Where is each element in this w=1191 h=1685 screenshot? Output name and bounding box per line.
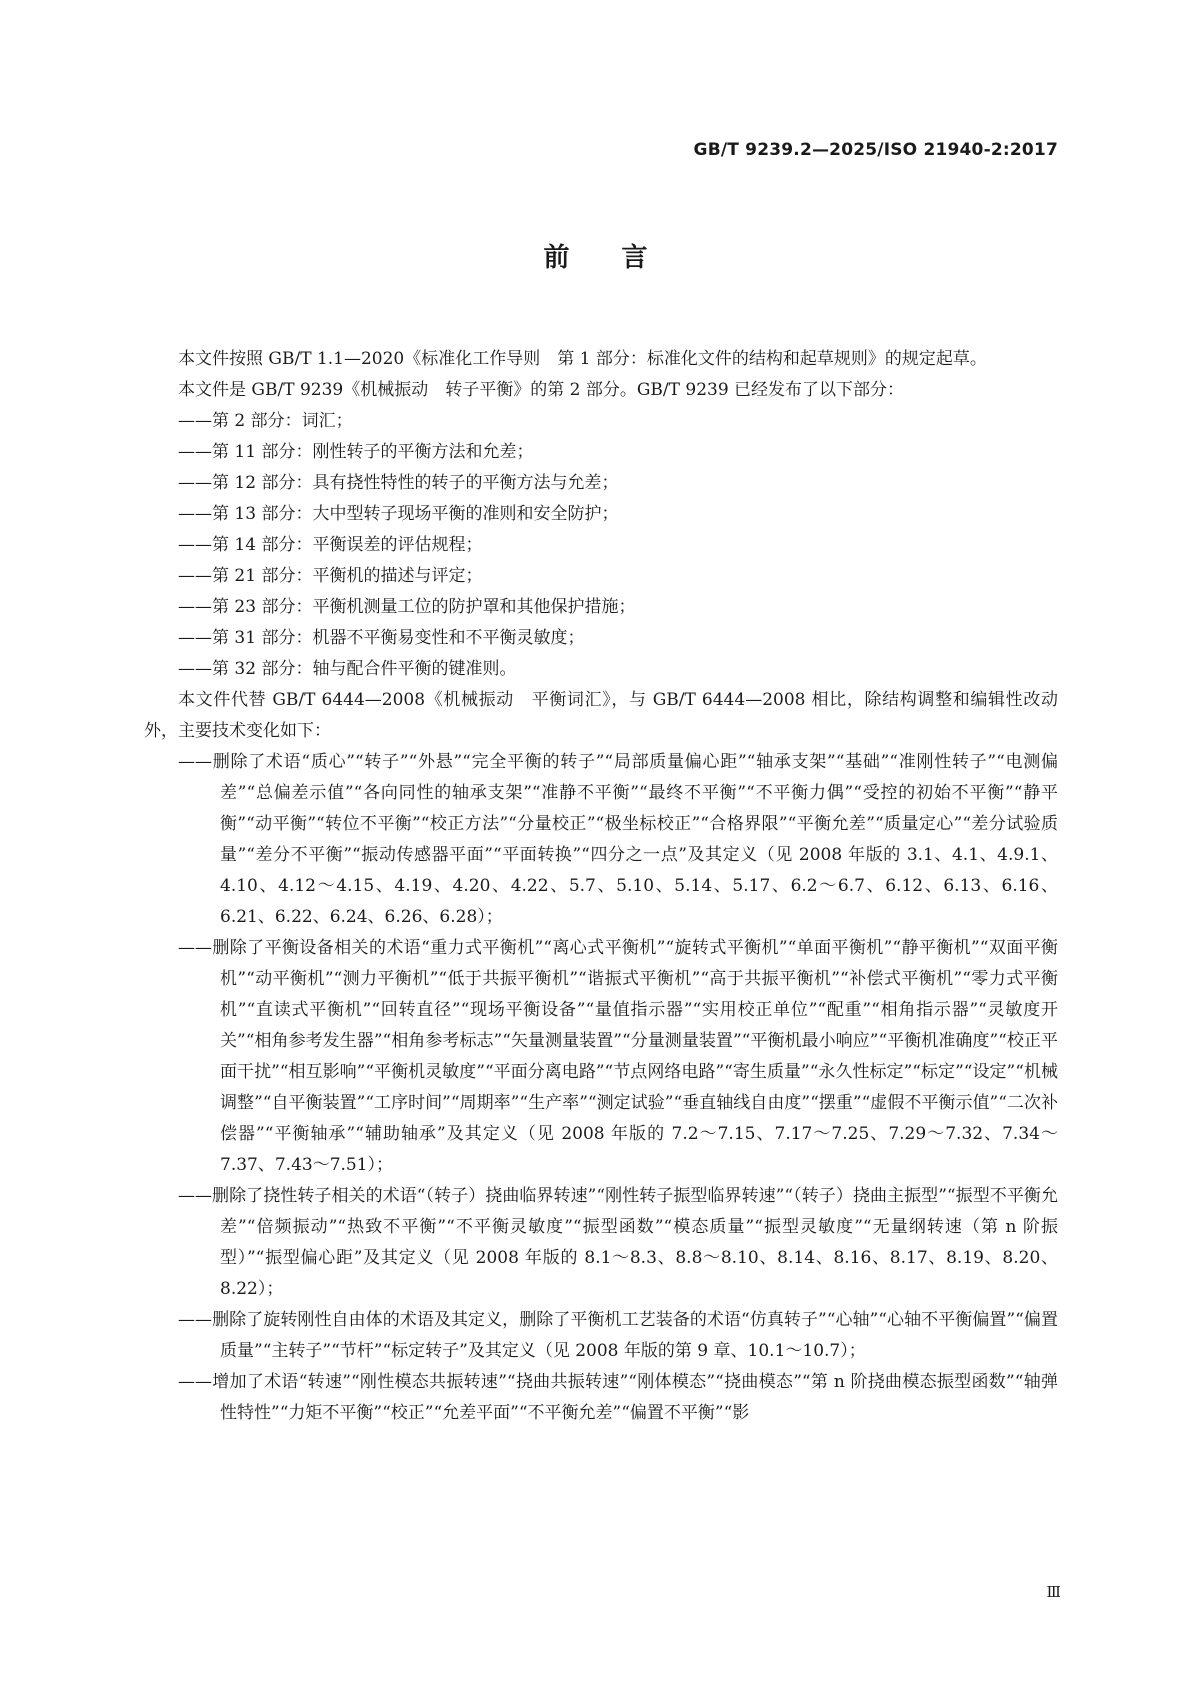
page-title: 前言: [543, 243, 700, 273]
list-item: ——第 21 部分：平衡机的描述与评定；: [178, 566, 483, 586]
list-item: ——第 13 部分：大中型转子现场平衡的准则和安全防护；: [178, 504, 619, 524]
list-item: ——第 11 部分：刚性转子的平衡方法和允差；: [178, 442, 534, 462]
list-item: ——第 12 部分：具有挠性特性的转子的平衡方法与允差；: [178, 473, 619, 493]
list-item: ——增加了术语“转速”“刚性模态共振转速”“挠曲共振转速”“刚体模态”“挠曲模态”“第 n 阶挠曲模态振型函数”“轴弹性特性”“力矩不平衡”“校正”“允差平面”“不平衡允差”“偏置不平衡”“影: [178, 1372, 1058, 1423]
list-item: ——第 31 部分：机器不平衡易变性和不平衡灵敏度；: [178, 628, 585, 648]
list-item: ——删除了旋转刚性自由体的术语及其定义，删除了平衡机工艺装备的术语“仿真转子”“心轴”“心轴不平衡偏置”“偏置质量”“主转子”“节杆”“标定转子”及其定义（见 2008 年版的第 9 章、10.1～10.7）；: [178, 1310, 1058, 1361]
technical-changes-list: [144, 747, 1058, 1429]
list-item: ——第 32 部分：轴与配合件平衡的键准则。: [178, 659, 517, 679]
page-number: Ⅲ: [1046, 1583, 1061, 1601]
parts-list: [144, 406, 1058, 685]
paragraph-series-parts: 本文件是 GB/T 9239《机械振动 转子平衡》的第 2 部分。GB/T 9239 已经发布了以下部分：: [178, 380, 905, 400]
list-item: ——第 14 部分：平衡误差的评估规程；: [178, 535, 483, 555]
paragraph-replacement: 本文件代替 GB/T 6444—2008《机械振动 平衡词汇》，与 GB/T 6444—2008 相比，除结构调整和编辑性改动外，主要技术变化如下：: [144, 690, 1058, 741]
list-item: ——第 2 部分：词汇；: [178, 411, 353, 431]
list-item: ——删除了挠性转子相关的术语“（转子）挠曲临界转速”“刚性转子振型临界转速”“（转子）挠曲主振型”“振型不平衡允差”“倍频振动”“热致不平衡”“不平衡灵敏度”“振型函数”“模态质量”“振型灵敏度”“无量纲转速（第 n 阶振型）”“振型偏心距”及其定义（见 2008 年版的 8.1～8.3、8.8～8.10、8.14、8.16、8.17、8.19、8.20、8.22）；: [178, 1186, 1058, 1299]
document-code: GB/T 9239.2—2025/ISO 21940-2:2017: [693, 140, 1058, 160]
document-body: [144, 344, 1058, 1429]
paragraph-drafting-basis: 本文件按照 GB/T 1.1—2020《标准化工作导则 第 1 部分：标准化文件的结构和起草规则》的规定起草。: [178, 349, 987, 369]
list-item: ——第 23 部分：平衡机测量工位的防护罩和其他保护措施；: [178, 597, 636, 617]
list-item: ——删除了平衡设备相关的术语“重力式平衡机”“离心式平衡机”“旋转式平衡机”“单面平衡机”“静平衡机”“双面平衡机”“动平衡机”“测力平衡机”“低于共振平衡机”“谐振式平衡机”“高于共振平衡机”“补偿式平衡机”“零力式平衡机”“直读式平衡机”“回转直径”“现场平衡设备”“量值指示器”“实用校正单位”“配重”“相角指示器”“灵敏度开关”“相角参考发生器”“相角参考标志”“矢量测量装置”“分量测量装置”“平衡机最小响应”“平衡机准确度”“校正平面干扰”“相互影响”“平衡机灵敏度”“平面分离电路”“节点网络电路”“寄生质量”“永久性标定”“标定”“设定”“机械调整”“自平衡装置”“工序时间”“周期率”“生产率”“测定试验”“垂直轴线自由度”“摆重”“虚假不平衡示值”“二次补偿器”“平衡轴承”“辅助轴承”及其定义（见 2008 年版的 7.2～7.15、7.17～7.25、7.29～7.32、7.34～7.37、7.43～7.51）；: [178, 938, 1058, 1175]
list-item: ——删除了术语“质心”“转子”“外悬”“完全平衡的转子”“局部质量偏心距”“轴承支架”“基础”“准刚性转子”“电测偏差”“总偏差示值”“各向同性的轴承支架”“准静不平衡”“最终不平衡”“不平衡力偶”“受控的初始不平衡”“静平衡”“动平衡”“转位不平衡”“校正方法”“分量校正”“极坐标校正”“合格界限”“平衡允差”“质量定心”“差分试验质量”“差分不平衡”“振动传感器平面”“平面转换”“四分之一点”及其定义（见 2008 年版的 3.1、4.1、4.9.1、4.10、4.12～4.15、4.19、4.20、4.22、5.7、5.10、5.14、5.17、6.2～6.7、6.12、6.13、6.16、6.21、6.22、6.24、6.26、6.28）；: [178, 752, 1058, 927]
